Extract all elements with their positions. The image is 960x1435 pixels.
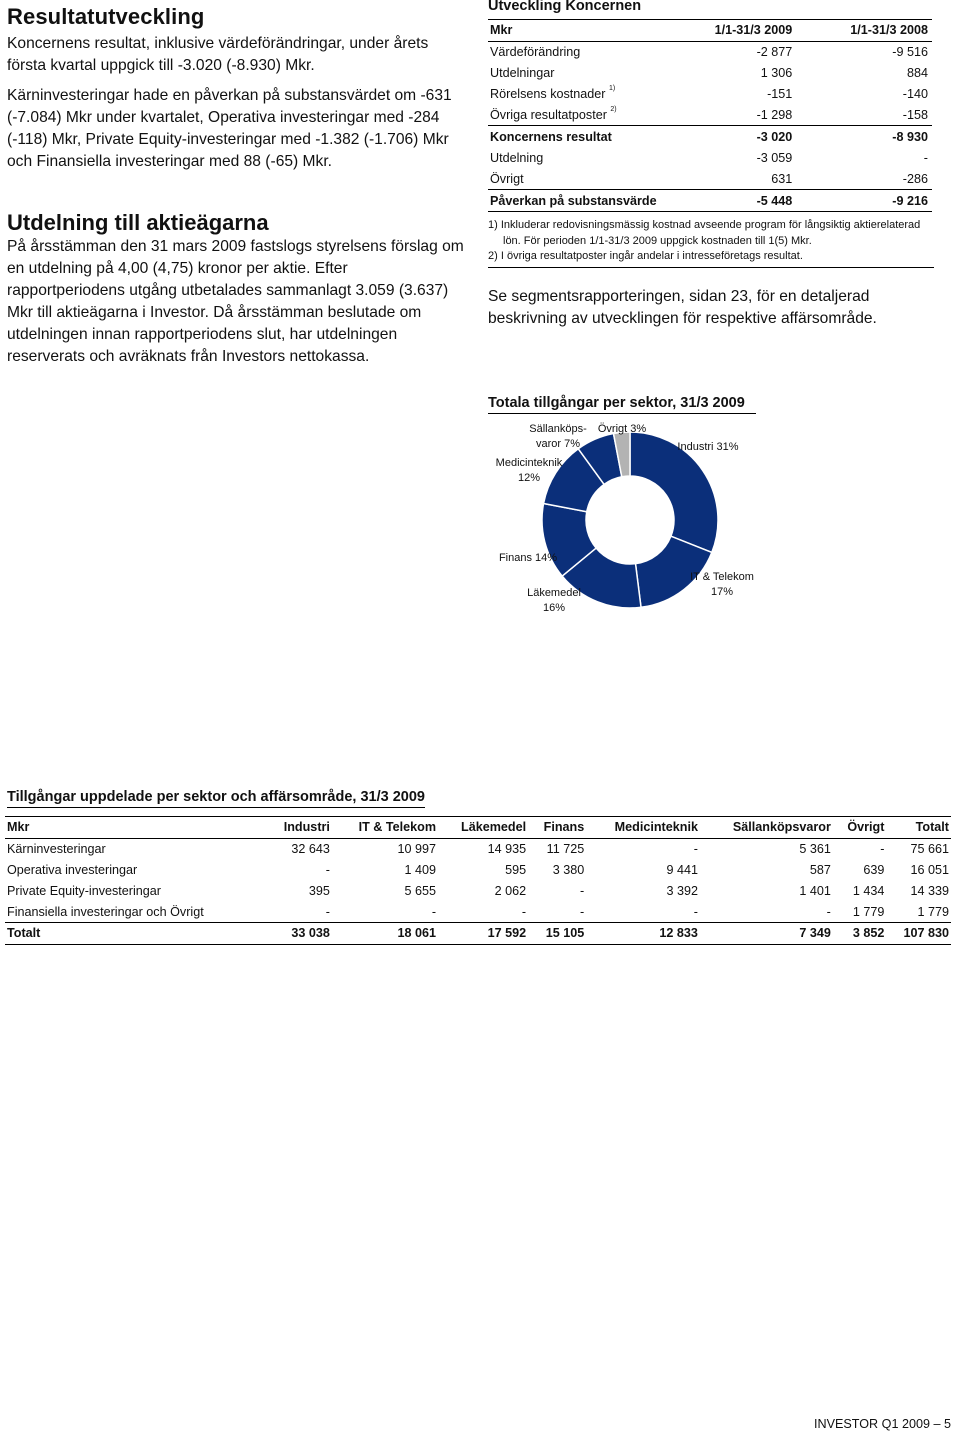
koncern-cell: -140	[902, 87, 928, 102]
sector-row	[5, 838, 951, 859]
sector-cell: 75 661	[910, 842, 949, 857]
koncern-cell: -8 930	[796, 126, 932, 147]
koncern-cell: -286	[902, 171, 928, 186]
sector-cell: -	[580, 883, 585, 898]
sector-table-title: Tillgångar uppdelade per sektor och affärsområde, 31/3 2009	[7, 789, 425, 808]
sector-cell: 32 643	[291, 842, 330, 857]
sector-cell: -	[521, 904, 527, 919]
koncern-header-cell: 1/1-31/3 2008	[796, 20, 932, 42]
sector-header-cell: Finans	[528, 817, 586, 839]
koncern-cell: 631	[771, 171, 793, 186]
donut-slice-label: Industri 31%	[677, 441, 739, 453]
sector-cell: -	[880, 842, 885, 857]
koncern-header-row	[488, 20, 932, 42]
koncern-cell: -151	[767, 87, 793, 102]
koncern-row	[488, 147, 932, 168]
sector-header-cell: Sällanköpsvaror	[700, 817, 833, 839]
sector-cell: 3 380	[552, 862, 585, 877]
donut-slice-label: Sällanköps- varor 7%	[529, 423, 587, 450]
sector-header-cell: Läkemedel	[438, 817, 528, 839]
sector-cell: 33 038	[267, 922, 332, 944]
koncern-row	[488, 105, 932, 126]
koncern-header-cell: Mkr	[488, 20, 661, 42]
donut-slice-label: Medicinteknik 12%	[495, 457, 563, 484]
sector-cell: 107 830	[886, 922, 951, 944]
page-title: Resultatutveckling	[7, 4, 205, 29]
sector-cell: -	[325, 862, 330, 877]
sector-cell: Private Equity-investeringar	[7, 883, 161, 898]
koncern-row	[488, 41, 932, 62]
sector-cell: 1 401	[799, 883, 831, 898]
sector-cell: 14 339	[910, 883, 949, 898]
sector-header-cell: Totalt	[886, 817, 951, 839]
koncern-subtotal-row	[488, 126, 932, 147]
sector-header-cell: Medicinteknik	[586, 817, 700, 839]
koncern-cell: 884	[906, 66, 928, 81]
sector-cell: 15 105	[528, 922, 586, 944]
sector-cell: 7 349	[700, 922, 833, 944]
koncern-cell: -9 516	[892, 45, 928, 60]
koncern-cell: -	[923, 150, 928, 165]
koncern-row-label: Utdelning	[490, 150, 544, 165]
koncern-cell: -1 298	[756, 108, 793, 122]
donut-slice-label: Finans 14%	[498, 552, 558, 564]
sector-cell: -	[693, 842, 698, 857]
page-footer: INVESTOR Q1 2009 – 5	[814, 1417, 951, 1431]
sector-cell: 12 833	[586, 922, 700, 944]
koncern-table	[488, 19, 932, 212]
sector-cell: 17 592	[438, 922, 528, 944]
sector-cell: 395	[308, 883, 330, 898]
footnote-2: 2) I övriga resultatposter ingår andelar i intresseföretags resultat.	[488, 250, 803, 263]
donut-slice-label: Övrigt 3%	[597, 423, 647, 435]
sector-row	[5, 860, 951, 881]
donut-slice-label: Läkemedel 16%	[527, 587, 581, 614]
sector-cell: Finansiella investeringar och Övrigt	[7, 904, 204, 919]
sector-cell: Kärninvesteringar	[7, 842, 106, 857]
sector-header-cell: Industri	[267, 817, 332, 839]
koncern-row	[488, 168, 932, 189]
sector-cell: 9 441	[666, 862, 698, 877]
sector-cell: -	[580, 904, 585, 919]
sector-cell: -	[826, 904, 831, 919]
chart-title: Totala tillgångar per sektor, 31/3 2009	[488, 395, 756, 414]
koncern-cell: -2 877	[756, 45, 793, 60]
sector-header-row	[5, 817, 951, 839]
koncern-row-label: Påverkan på substansvärde	[488, 190, 661, 212]
koncern-row-label: Koncernens resultat	[488, 126, 661, 147]
koncern-cell: -5 448	[661, 190, 797, 212]
koncern-header-cell: 1/1-31/3 2009	[661, 20, 797, 42]
sector-cell: 1 779	[852, 904, 885, 919]
sector-total-row	[5, 922, 951, 944]
footnote-1-continued: lön. För perioden 1/1-31/3 2009 uppgick kostnaden till 1(5) Mkr.	[503, 234, 812, 247]
sector-cell: 3 852	[833, 922, 887, 944]
sector-header-cell: Övrigt	[833, 817, 887, 839]
sector-cell: 5 361	[799, 842, 831, 857]
sector-row	[5, 880, 951, 901]
sector-cell: 5 655	[404, 883, 437, 898]
sector-header-cell: IT & Telekom	[332, 817, 438, 839]
dividend-paragraph: På årsstämman den 31 mars 2009 fastslogs styrelsens förslag om en utdelning på 4,00 (4,75) kronor per aktie. Efter rapportperiodens utgång utbetalades sammanlagt 3.059 (3.637) Mkr till aktieägarna i Investor. Då årsstämman beslutade om utdelningen innan rapportperiodens slut, har utdelningen reserverats och avräknats från Investors nettokassa.	[7, 238, 464, 365]
koncern-row	[488, 63, 932, 84]
sector-cell: -	[431, 904, 437, 919]
sector-cell: 16 051	[910, 862, 949, 877]
sector-cell: 639	[863, 862, 885, 877]
koncern-row-label: Värdeförändring	[490, 45, 581, 60]
dividend-heading: Utdelning till aktieägarna	[7, 210, 269, 235]
sector-cell: 1 434	[852, 883, 885, 898]
sector-cell: 2 062	[494, 883, 527, 898]
koncern-cell: -9 216	[796, 190, 932, 212]
footnote-marker: 2)	[610, 106, 617, 113]
sector-cell: 10 997	[397, 842, 437, 857]
koncern-row-label: Övrigt	[490, 171, 524, 186]
koncern-cell: -3 059	[756, 150, 793, 165]
footnote-1: 1) Inkluderar redovisningsmässig kostnad avseende program för långsiktig aktierelaterad	[488, 219, 921, 231]
sector-cell: 1 779	[917, 904, 949, 919]
koncern-row-label: Rörelsens kostnader $^{1)}$	[490, 85, 616, 102]
sector-cell: 3 392	[666, 883, 698, 898]
sector-cell: -	[693, 904, 698, 919]
sector-cell: 11 725	[546, 842, 585, 857]
result-paragraph: Koncernens resultat, inklusive värdeförändringar, under årets första kvartal uppgick till -3.020 (-8.930) Mkr.	[7, 35, 429, 74]
sector-cell: -	[325, 904, 330, 919]
sector-cell: 595	[505, 862, 527, 877]
footnote-marker: 1)	[609, 85, 616, 93]
sector-table	[5, 816, 951, 945]
sector-cell: 587	[809, 862, 831, 877]
koncern-table-title: Utveckling Koncernen	[488, 0, 642, 14]
sector-cell: 14 935	[487, 842, 527, 857]
koncern-row-label: Utdelningar	[490, 66, 555, 81]
koncern-row-label: Övriga resultatposter $^{2)}$	[490, 106, 617, 122]
sector-cell: Operativa investeringar	[7, 862, 138, 877]
sector-cell: Totalt	[5, 922, 267, 944]
donut-slice-label: IT & Telekom 17%	[690, 571, 754, 598]
sector-header-cell: Mkr	[5, 817, 267, 839]
koncern-footnotes	[488, 218, 934, 268]
segment-reference-text: Se segmentsrapporteringen, sidan 23, för en detaljerad beskrivning av utvecklingen för respektive affärsområde.	[488, 288, 877, 327]
koncern-cell: -158	[902, 108, 928, 122]
sector-cell: 18 061	[332, 922, 438, 944]
koncern-cell: 1 306	[760, 66, 793, 81]
sector-row	[5, 901, 951, 922]
sector-cell: 1 409	[404, 862, 437, 877]
koncern-total-row	[488, 190, 932, 212]
koncern-row	[488, 84, 932, 105]
core-investments-paragraph: Kärninvesteringar hade en påverkan på substansvärdet om -631 (-7.084) Mkr under kvartalet, Operativa investeringar med -284 (-118) Mkr, Private Equity-investeringar med -1.382 (-1.706) Mkr och Finansiella investeringar med 88 (-65) Mkr.	[7, 87, 452, 170]
koncern-cell: -3 020	[661, 126, 797, 147]
